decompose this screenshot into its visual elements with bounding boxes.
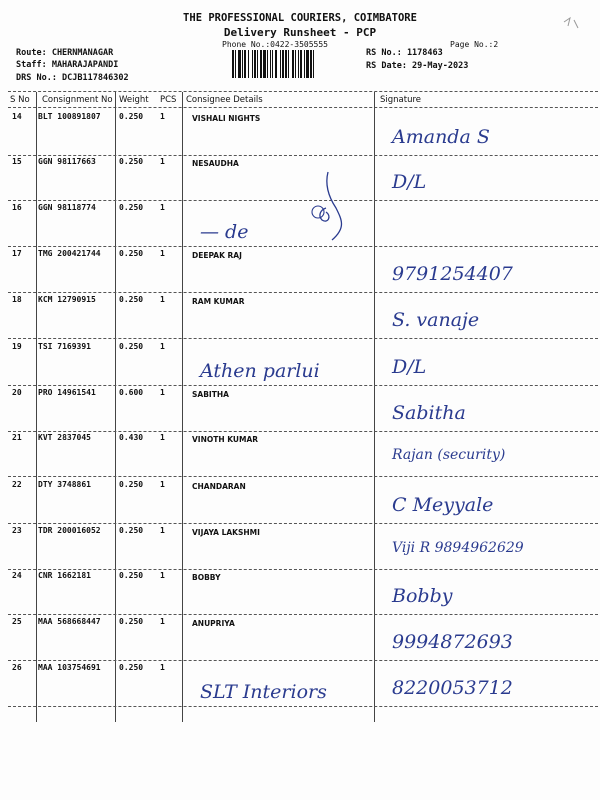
- col-pcs: PCS: [160, 95, 177, 105]
- weight: 0.250: [119, 663, 144, 672]
- corner-mark: [560, 14, 590, 36]
- consignee-name: ANUPRIYA: [192, 619, 235, 628]
- serial-number: 14: [12, 112, 22, 121]
- consignment-number: GGN 98117663: [38, 157, 96, 166]
- rs-date: RS Date: 29-May-2023: [366, 61, 469, 71]
- consignment-number: MAA 568668447: [38, 617, 101, 626]
- pieces: 1: [160, 480, 165, 489]
- signature: Sabitha: [392, 402, 466, 424]
- consignment-number: MAA 103754691: [38, 663, 101, 672]
- weight: 0.250: [119, 112, 144, 121]
- col-consignment: Consignment No: [42, 95, 113, 105]
- consignee-name: RAM KUMAR: [192, 297, 245, 306]
- weight: 0.250: [119, 571, 144, 580]
- consignment-number: KVT 2837045: [38, 433, 91, 442]
- serial-number: 24: [12, 571, 22, 580]
- weight: 0.250: [119, 249, 144, 258]
- row-separator: [8, 614, 598, 615]
- serial-number: 22: [12, 480, 22, 489]
- staff: Staff: MAHARAJAPANDI: [16, 60, 119, 70]
- signature: Amanda S: [392, 126, 490, 148]
- serial-number: 18: [12, 295, 22, 304]
- rs-number: RS No.: 1178463: [366, 48, 443, 58]
- consignee-name: VIJAYA LAKSHMI: [192, 528, 260, 537]
- consignment-number: GGN 98118774: [38, 203, 96, 212]
- row-separator: [8, 431, 598, 432]
- weight: 0.250: [119, 157, 144, 166]
- pieces: 1: [160, 203, 165, 212]
- serial-number: 26: [12, 663, 22, 672]
- signature: Bobby: [392, 585, 453, 607]
- row-separator: [8, 660, 598, 661]
- runsheet-title: Delivery Runsheet - PCP: [223, 26, 377, 39]
- signature: 8220053712: [392, 677, 513, 699]
- barcode: [232, 50, 360, 78]
- serial-number: 23: [12, 526, 22, 535]
- handwritten-arrow-mark: [306, 168, 356, 248]
- handwritten-consignee: Athen parlui: [200, 360, 320, 382]
- company-name: THE PROFESSIONAL COURIERS, COIMBATORE: [183, 12, 417, 24]
- pieces: 1: [160, 526, 165, 535]
- consignment-number: TMG 200421744: [38, 249, 101, 258]
- row-separator: [8, 338, 598, 339]
- serial-number: 17: [12, 249, 22, 258]
- row-separator: [8, 292, 598, 293]
- pieces: 1: [160, 571, 165, 580]
- consignee-name: NESAUDHA: [192, 159, 239, 168]
- col-signature: Signature: [380, 95, 422, 105]
- consignee-name: CHANDARAN: [192, 482, 246, 491]
- consignee-name: DEEPAK RAJ: [192, 251, 242, 260]
- row-separator: [8, 385, 598, 386]
- weight: 0.250: [119, 342, 144, 351]
- weight: 0.250: [119, 295, 144, 304]
- serial-number: 25: [12, 617, 22, 626]
- pieces: 1: [160, 663, 165, 672]
- row-separator: [8, 246, 598, 247]
- signature: Rajan (security): [392, 447, 506, 463]
- consignment-number: BLT 100891807: [38, 112, 101, 121]
- signature: Viji R 9894962629: [392, 540, 524, 556]
- row-separator: [8, 476, 598, 477]
- signature: 9994872693: [392, 631, 513, 653]
- serial-number: 16: [12, 203, 22, 212]
- row-separator: [8, 569, 598, 570]
- pieces: 1: [160, 112, 165, 121]
- route: Route: CHERNMANAGAR: [16, 48, 114, 58]
- serial-number: 21: [12, 433, 22, 442]
- row-separator: [8, 155, 598, 156]
- pieces: 1: [160, 295, 165, 304]
- serial-number: 20: [12, 388, 22, 397]
- pieces: 1: [160, 388, 165, 397]
- consignment-number: TSI 7169391: [38, 342, 91, 351]
- consignment-number: KCM 12790915: [38, 295, 96, 304]
- row-separator: [8, 523, 598, 524]
- row-separator: [8, 706, 598, 707]
- pieces: 1: [160, 617, 165, 626]
- row-separator: [8, 200, 598, 201]
- signature: 9791254407: [392, 263, 513, 285]
- weight: 0.600: [119, 388, 144, 397]
- signature: D/L: [392, 356, 427, 378]
- consignment-number: CNR 1662181: [38, 571, 91, 580]
- weight: 0.250: [119, 617, 144, 626]
- col-sno: S No: [10, 95, 30, 105]
- consignee-name: SABITHA: [192, 390, 229, 399]
- signature: C Meyyale: [392, 494, 494, 516]
- consignment-number: DTY 3748861: [38, 480, 91, 489]
- pieces: 1: [160, 249, 165, 258]
- weight: 0.250: [119, 480, 144, 489]
- serial-number: 19: [12, 342, 22, 351]
- weight: 0.430: [119, 433, 144, 442]
- consignee-name: BOBBY: [192, 573, 221, 582]
- pieces: 1: [160, 433, 165, 442]
- pieces: 1: [160, 157, 165, 166]
- serial-number: 15: [12, 157, 22, 166]
- col-consignee: Consignee Details: [186, 95, 263, 105]
- weight: 0.250: [119, 526, 144, 535]
- signature: D/L: [392, 171, 427, 193]
- weight: 0.250: [119, 203, 144, 212]
- col-weight: Weight: [119, 95, 149, 105]
- consignment-number: PRO 14961541: [38, 388, 96, 397]
- drs-number: DRS No.: DCJB117846302: [16, 73, 129, 83]
- handwritten-consignee: — de: [200, 221, 249, 243]
- signature: S. vanaje: [392, 309, 480, 331]
- handwritten-consignee: SLT Interiors: [200, 681, 327, 703]
- consignee-name: VINOTH KUMAR: [192, 435, 259, 444]
- page-number: Page No.:2: [450, 40, 499, 49]
- consignee-name: VISHALI NIGHTS: [192, 114, 261, 123]
- pieces: 1: [160, 342, 165, 351]
- consignment-number: TDR 200016052: [38, 526, 101, 535]
- phone-number: Phone No.:0422-3505555: [222, 40, 328, 49]
